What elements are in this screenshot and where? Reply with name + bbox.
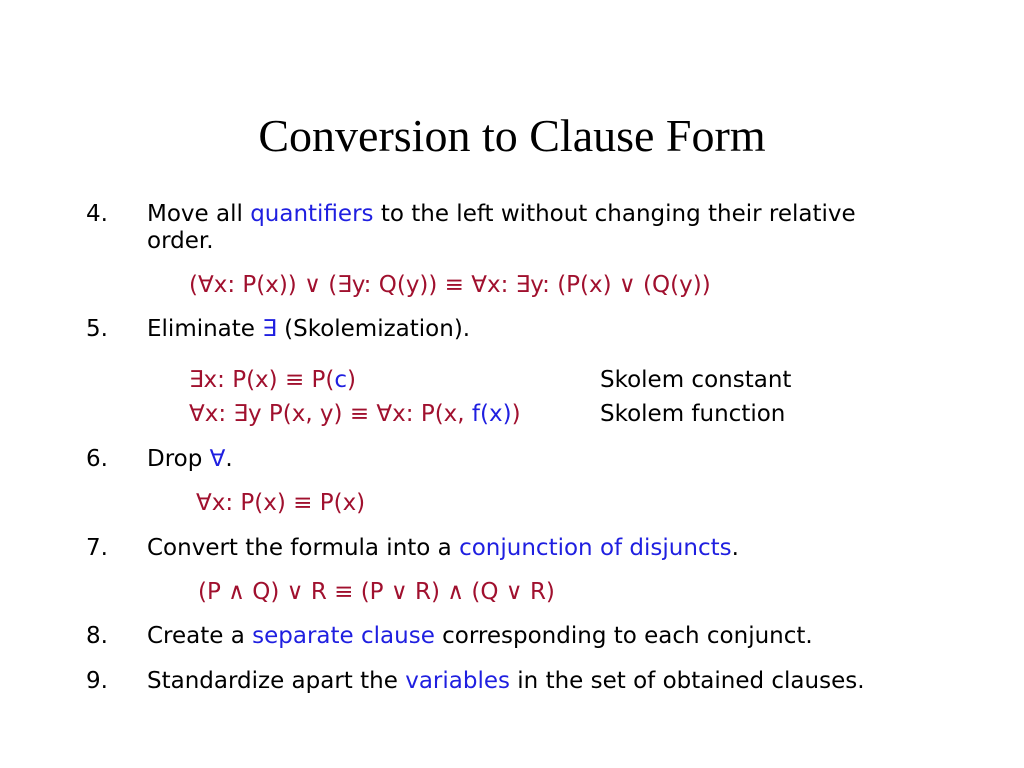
item-text: Eliminate ∃ (Skolemization). (147, 316, 471, 342)
item-text: Move all quantifiers to the left without changing their relative (147, 201, 856, 227)
item-number: 9. (86, 668, 108, 694)
item-text-continued: order. (147, 228, 214, 254)
highlight-term: variables (405, 668, 510, 694)
highlight-term: conjunction of disjuncts (459, 535, 732, 561)
formula: (P ∧ Q) ∨ R ≡ (P ∨ R) ∧ (Q ∨ R) (198, 579, 555, 605)
formula-skolem-constant: ∃x: P(x) ≡ P(c) (189, 367, 357, 393)
item-text: Standardize apart the variables in the set of obtained clauses. (147, 668, 865, 694)
exists-symbol: ∃ (262, 316, 277, 342)
item-number: 5. (86, 316, 108, 342)
item-number: 6. (86, 446, 108, 472)
formula: (∀x: P(x)) ∨ (∃y: Q(y)) ≡ ∀x: ∃y: (P(x) ∨ (Q(y)) (189, 272, 711, 298)
item-number: 8. (86, 623, 108, 649)
item-text: Drop ∀. (147, 446, 233, 472)
forall-symbol: ∀ (209, 446, 226, 472)
highlight-term: quantifiers (250, 201, 374, 227)
skolem-function-label: Skolem function (600, 401, 786, 427)
highlight-term: separate clause (252, 623, 435, 649)
skolem-constant-label: Skolem constant (600, 367, 792, 393)
item-number: 4. (86, 201, 108, 227)
formula: ∀x: P(x) ≡ P(x) (196, 490, 366, 516)
item-number: 7. (86, 535, 108, 561)
item-text: Create a separate clause corresponding to each conjunct. (147, 623, 813, 649)
slide-title: Conversion to Clause Form (258, 110, 766, 161)
item-text: Convert the formula into a conjunction of disjuncts. (147, 535, 739, 561)
formula-skolem-function: ∀x: ∃y P(x, y) ≡ ∀x: P(x, f(x)) (189, 401, 521, 427)
